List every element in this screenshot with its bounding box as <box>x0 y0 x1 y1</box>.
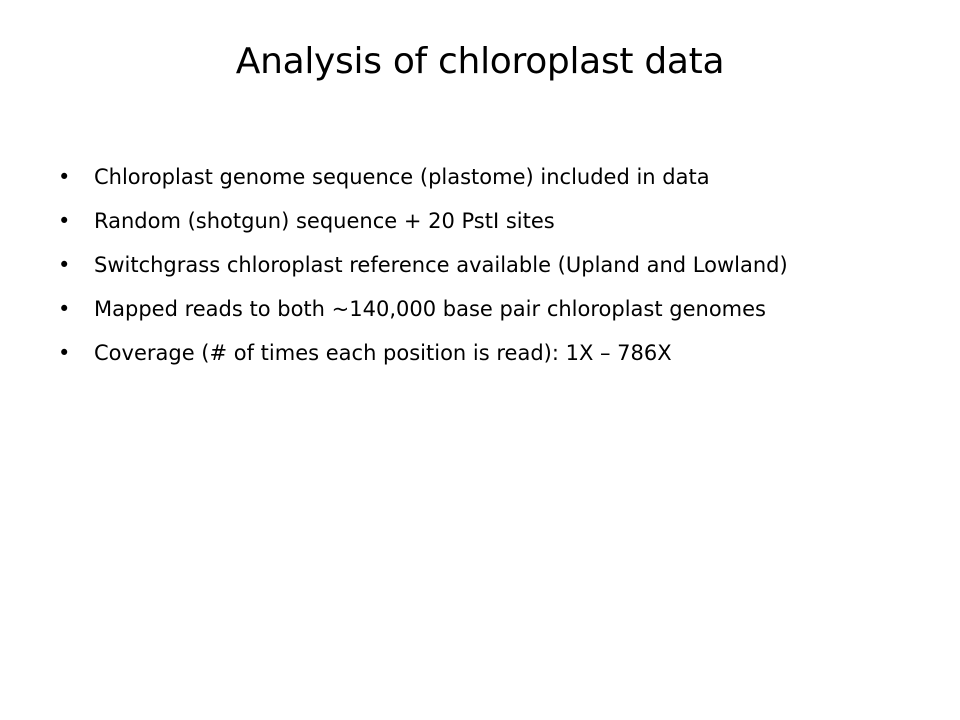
bullet-icon: • <box>58 165 71 189</box>
bullet-text: Coverage (# of times each position is read): 1X – 786X <box>94 341 672 365</box>
bullet-item-reference <box>58 248 858 283</box>
bullet-item-coverage <box>58 336 858 371</box>
bullet-text: Random (shotgun) sequence + 20 PstI sites <box>94 209 555 233</box>
bullet-item-shotgun <box>58 204 858 239</box>
bullet-text: Chloroplast genome sequence (plastome) included in data <box>94 165 710 189</box>
bullet-item-mapped-reads <box>58 292 858 327</box>
bullet-icon: • <box>58 209 71 233</box>
bullet-icon: • <box>58 341 71 365</box>
bullet-item-plastome <box>58 160 858 195</box>
bullet-list <box>58 160 858 380</box>
bullet-icon: • <box>58 253 71 277</box>
bullet-icon: • <box>58 297 71 321</box>
slide-title: Analysis of chloroplast data <box>235 41 725 82</box>
bullet-text: Mapped reads to both ~140,000 base pair chloroplast genomes <box>94 297 766 321</box>
bullet-text: Switchgrass chloroplast reference available (Upland and Lowland) <box>94 253 788 277</box>
